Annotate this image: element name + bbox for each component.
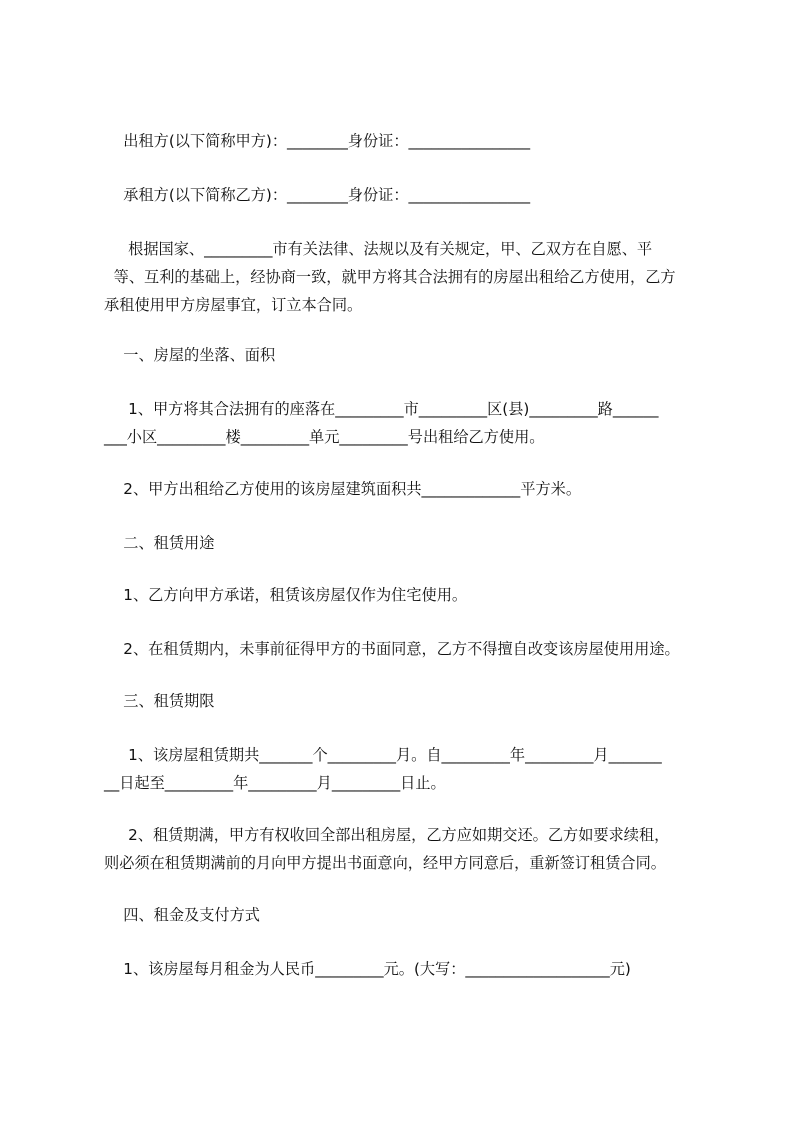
clause-2-1: 1、乙方向甲方承诺，租赁该房屋仅作为住宅使用。 <box>104 586 468 604</box>
preamble-line-1: 根据国家、_________市有关法律、法规以及有关规定，甲、乙双方在自愿、平 <box>104 240 653 258</box>
clause-1-2: 2、甲方出租给乙方使用的该房屋建筑面积共_____________平方米。 <box>104 480 582 498</box>
clause-1-1-line-2: ___小区_________楼_________单元_________号出租给乙方使用。 <box>104 428 545 446</box>
clause-3-2-line-2: 则必须在租赁期满前的月向甲方提出书面意向，经甲方同意后，重新签订租赁合同。 <box>104 854 666 872</box>
section-heading-location-area: 一、房屋的坐落、面积 <box>104 346 276 364</box>
lessee-line: 承租方(以下简称乙方)：________身份证：________________ <box>104 186 531 204</box>
clause-4-1: 1、该房屋每月租金为人民币_________元。(大写：___________________元) <box>104 960 631 978</box>
lessor-line: 出租方(以下简称甲方)：________身份证：________________ <box>104 132 531 150</box>
clause-3-2-line-1: 2、租赁期满，甲方有权收回全部出租房屋，乙方应如期交还。乙方如要求续租， <box>104 826 670 844</box>
section-heading-rent-payment: 四、租金及支付方式 <box>104 906 260 924</box>
clause-3-1-line-2: __日起至_________年_________月_________日止。 <box>104 774 446 792</box>
clause-3-1-line-1: 1、该房屋租赁期共_______个_________月。自_________年_________月_______ <box>104 746 662 764</box>
preamble-line-2: 等、互利的基础上，经协商一致，就甲方将其合法拥有的房屋出租给乙方使用，乙方 <box>104 268 676 286</box>
section-heading-lease-term: 三、租赁期限 <box>104 692 215 710</box>
section-heading-lease-use: 二、租赁用途 <box>104 534 215 552</box>
preamble-line-3: 承租使用甲方房屋事宜，订立本合同。 <box>104 296 363 314</box>
clause-2-2: 2、在租赁期内，未事前征得甲方的书面同意，乙方不得擅自改变该房屋使用用途。 <box>104 640 680 658</box>
clause-1-1-line-1: 1、甲方将其合法拥有的座落在_________市_________区(县)_________路______ <box>104 400 659 418</box>
